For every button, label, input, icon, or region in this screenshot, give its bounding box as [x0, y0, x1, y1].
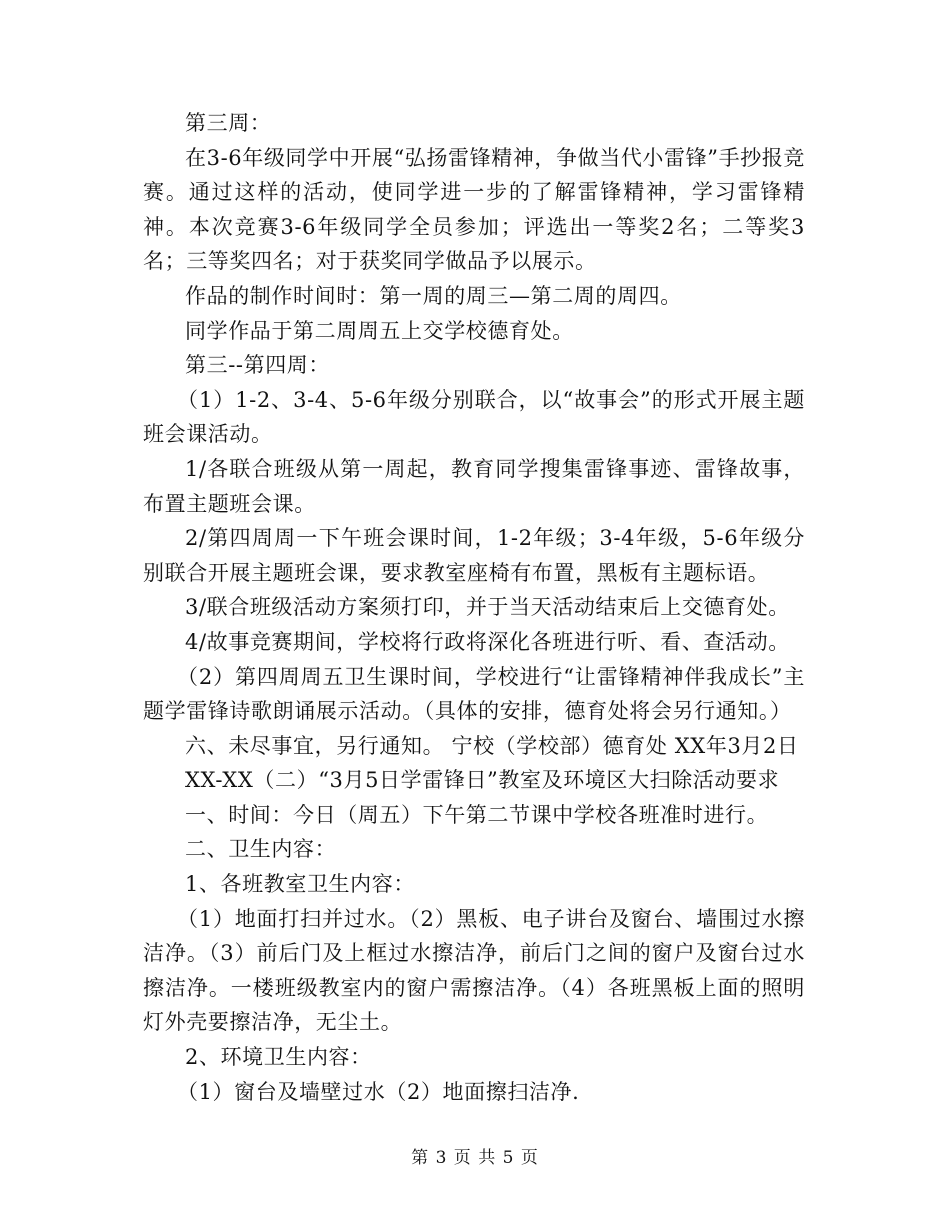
page-footer: 第 3 页 共 5 页	[411, 1148, 539, 1168]
paragraph-cleanup-time: 一、时间：今日（周五）下午第二节课中学校各班准时进行。	[185, 802, 769, 827]
paragraph-story-meeting: （1）1-2、3-4、5-6年级分别联合，以“故事会”的形式开展主题班会课活动。	[143, 387, 805, 447]
paragraph-handwritten-newspaper-contest: 在3-6年级同学中开展“弘扬雷锋精神，争做当代小雷锋”手抄报竞赛。通过这样的活动，使同学进一步的了解雷锋精神，学习雷锋精神。本次竞赛3-6年级同学全员参加；评选出一等奖2名；二等奖3名；三等奖四名；对于获奖同学做品予以展示。	[143, 145, 805, 274]
paragraph-item-2: 2/第四周周一下午班会课时间，1-2年级；3-4年级，5-6年级分别联合开展主题班会课，要求教室座椅有布置，黑板有主题标语。	[143, 526, 805, 585]
paragraph-classroom-heading: 1、各班教室卫生内容：	[185, 872, 415, 897]
paragraph-poetry-recital: （2）第四周周五卫生课时间，学校进行“让雷锋精神伴我成长”主题学雷锋诗歌朗诵展示活动。（具体的安排，德育处将会另行通知。）	[143, 664, 805, 724]
document-body	[143, 106, 805, 1109]
paragraph-environment-details: （1）窗台及墙壁过水（2）地面擦扫洁净.	[177, 1079, 580, 1104]
paragraph-hygiene-heading: 二、卫生内容：	[185, 837, 337, 862]
paragraph-classroom-details: （1）地面打扫并过水。（2）黑板、电子讲台及窗台、墙围过水擦洁净。（3）前后门及上框过水擦洁净，前后门之间的窗户及窗台过水擦洁净。一楼班级教室内的窗户需擦洁净。（4）各班黑板上面的照明灯外壳要擦洁净，无尘土。	[143, 906, 805, 1035]
paragraph-closing-signature: 六、未尽事宜，另行通知。 宁校（学校部）德育处 XX年3月2日	[185, 733, 799, 758]
paragraph-production-time: 作品的制作时间时：第一周的周三—第二周的周四。	[185, 283, 682, 308]
paragraph-week-three-heading: 第三周：	[185, 111, 272, 135]
paragraph-item-4: 4/故事竞赛期间，学校将行政将深化各班进行听、看、查活动。	[185, 629, 790, 654]
paragraph-week-three-four-heading: 第三--第四周：	[185, 353, 330, 378]
paragraph-item-3: 3/联合班级活动方案须打印，并于当天活动结束后上交德育处。	[185, 595, 790, 620]
paragraph-cleanup-title: XX-XX（二）“3月5日学雷锋日”教室及环境区大扫除活动要求	[185, 768, 780, 793]
paragraph-submission: 同学作品于第二周周五上交学校德育处。	[185, 318, 574, 343]
paragraph-item-1: 1/各联合班级从第一周起，教育同学搜集雷锋事迹、雷锋故事，布置主题班会课。	[143, 456, 805, 516]
paragraph-environment-heading: 2、环境卫生内容：	[185, 1045, 372, 1070]
